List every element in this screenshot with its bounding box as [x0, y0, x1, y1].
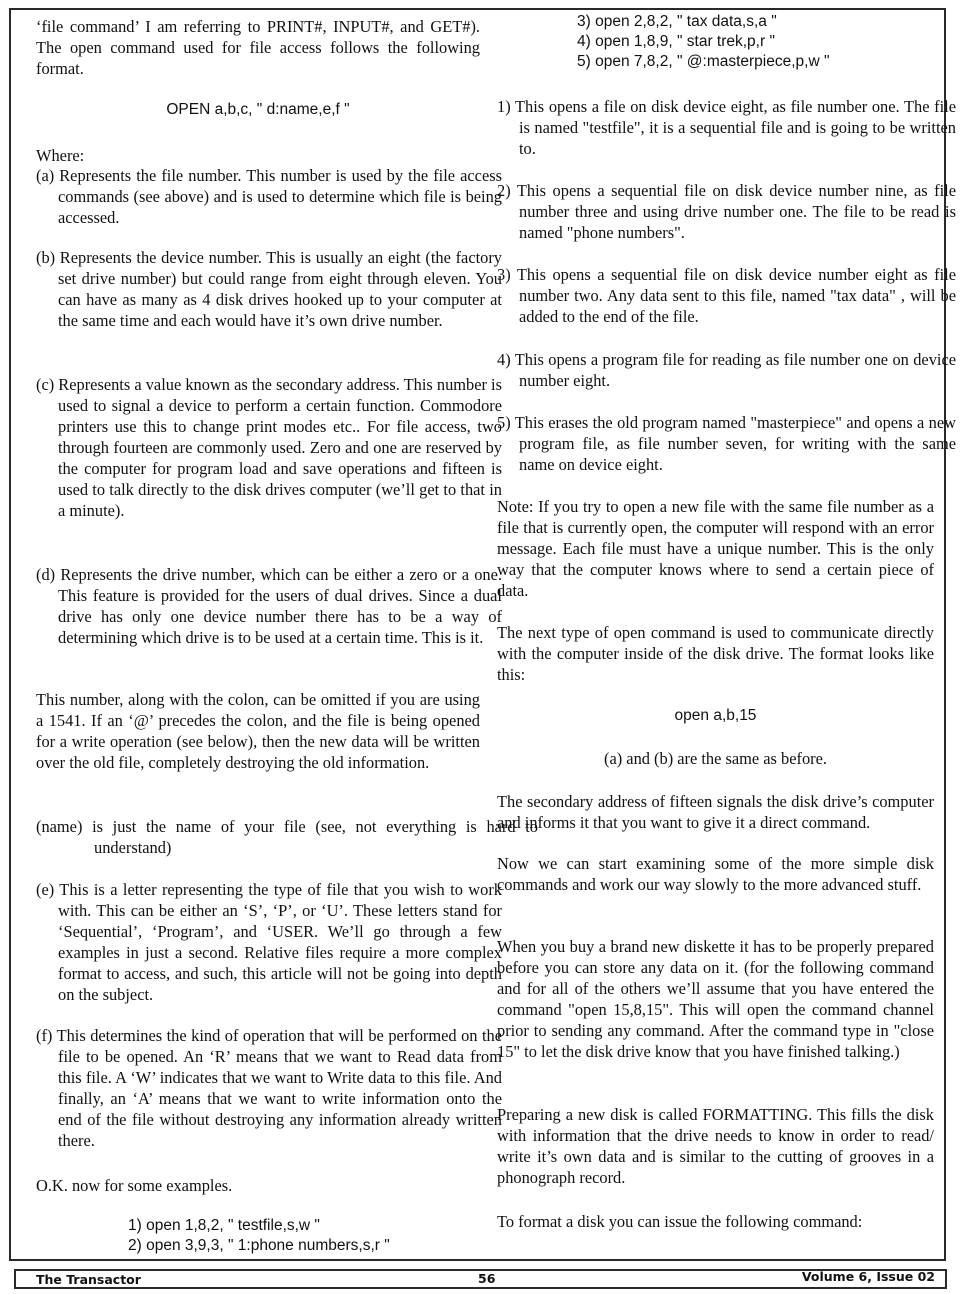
page-footer	[14, 1269, 947, 1289]
param-a: (a) Represents the file number. This number is used by the file access commands (see above) and is used to determine which file is being accessed.	[36, 166, 502, 227]
param-d: (d) Represents the drive number, which can be either a zero or a one. This feature is provided for the users of dual drives. Since a dual drive has only one device number there has to be a way of determining which drive is to be used at a certain time. This is it.	[36, 565, 502, 647]
formatting-paragraph: Preparing a new disk is called FORMATTING. This fills the disk with information that the drive needs to know in order to read/ write it’s own data and is similar to the cutting of grooves in a phonograph record.	[497, 1105, 934, 1187]
page-number: 56	[478, 1271, 496, 1286]
example-1: 1) open 1,8,2, " testfile,s,w "	[128, 1217, 320, 1234]
same-as-before: (a) and (b) are the same as before.	[604, 749, 827, 768]
where-label: Where:	[36, 146, 85, 165]
note-paragraph: Note: If you try to open a new file with the same file number as a file that is currently open, the computer will respond with an error message. Each file must have a unique number. This is the only way that the computer knows where to send a certain piece of data.	[497, 497, 934, 600]
example-3: 3) open 2,8,2, " tax data,s,a "	[577, 13, 777, 30]
command-channel-code: open a,b,15	[674, 707, 757, 724]
explanation-4: 4) This opens a program file for reading as file number one on device number eight.	[497, 350, 956, 390]
explanation-3: 3) This opens a sequential file on disk device number eight as file number two. Any data sent to this file, named "tax data" , will be added to the end of the file.	[497, 265, 956, 326]
explanation-1: 1) This opens a file on disk device eight, as file number one. The file is named "testfile", it is a sequential file and is going to be written to.	[497, 97, 956, 158]
format-intro: To format a disk you can issue the following command:	[497, 1212, 863, 1231]
example-4: 4) open 1,8,9, " star trek,p,r "	[577, 33, 775, 50]
issue-label: Volume 6, Issue 02	[801, 1269, 935, 1284]
example-5: 5) open 7,8,2, " @:masterpiece,p,w "	[577, 53, 830, 70]
explanation-5: 5) This erases the old program named "masterpiece" and opens a new program file, as file number seven, for writing with the same name on device eight.	[497, 413, 956, 474]
publication-name: The Transactor	[36, 1272, 141, 1287]
secondary-address-paragraph: The secondary address of fifteen signals the disk drive’s computer and informs it that you want to give it a direct command.	[497, 792, 934, 832]
param-b: (b) Represents the device number. This is usually an eight (the factory set drive number) but could range from eight through eleven. You can have as many as 4 disk drives hooked up to your computer at the same time and each would have it’s own drive number.	[36, 248, 502, 330]
explanation-2: 2) This opens a sequential file on disk device number nine, as file number three and using drive number one. The file to be read is named "phone numbers".	[497, 181, 956, 242]
next-type-paragraph: The next type of open command is used to communicate directly with the computer inside of the disk drive. The format looks like this:	[497, 623, 934, 684]
open-format-code: OPEN a,b,c, " d:name,e,f "	[166, 101, 350, 118]
article-frame	[9, 8, 956, 1261]
now-examine-paragraph: Now we can start examining some of the more simple disk commands and work our way slowly to the more advanced stuff.	[497, 854, 934, 894]
colon-note-paragraph: This number, along with the colon, can be omitted if you are using a 1541. If an ‘@’ precedes the colon, and the file is being opened for a write operation (see below), then the new data will be written over the old file, completely destroying the old information.	[36, 690, 480, 772]
param-f: (f) This determines the kind of operation that will be performed on the file to be opened. An ‘R’ means that we want to Read data from this file. A ‘W’ indicates that we want to Write data to this file. And finally, an ‘A’ means that we want to write information onto the end of the file without destroying any information already written there.	[36, 1026, 502, 1150]
examples-intro: O.K. now for some examples.	[36, 1176, 233, 1195]
new-diskette-paragraph: When you buy a brand new diskette it has to be properly prepared before you can store any data on it. (for the following command and for all of the others we’ll assume that you have entered the command "open 15,8,15". This will open the command channel prior to sending any command. After the command type in "close 15" to let the disk drive know that you have finished talking.)	[497, 937, 934, 1061]
example-2: 2) open 3,9,3, " 1:phone numbers,s,r "	[128, 1237, 390, 1254]
param-c: (c) Represents a value known as the secondary address. This number is used to signal a device to perform a certain function. Commodore printers use this to change print modes etc.. For file access, two through fourteen are commonly used. Zero and one are reserved by the computer for program load and save operations and fifteen is used to talk directly to the disk drives computer (we’ll get to that in a minute).	[36, 375, 502, 520]
param-name: (name) is just the name of your file (see, not everything is hard to understand)	[36, 817, 538, 857]
param-e: (e) This is a letter representing the type of file that you wish to work with. This can be either an ‘S’, ‘P’, or ‘U’. These letters stand for ‘Sequential’, ‘Program’, and ‘USER. We’ll go through a few examples in just a second. Relative files require a more complex format to access, and such, this article will not be going into depth on the subject.	[36, 880, 502, 1004]
intro-paragraph: ‘file command’ I am referring to PRINT#, INPUT#, and GET#). The open command used for file access follows the following format.	[36, 17, 480, 78]
